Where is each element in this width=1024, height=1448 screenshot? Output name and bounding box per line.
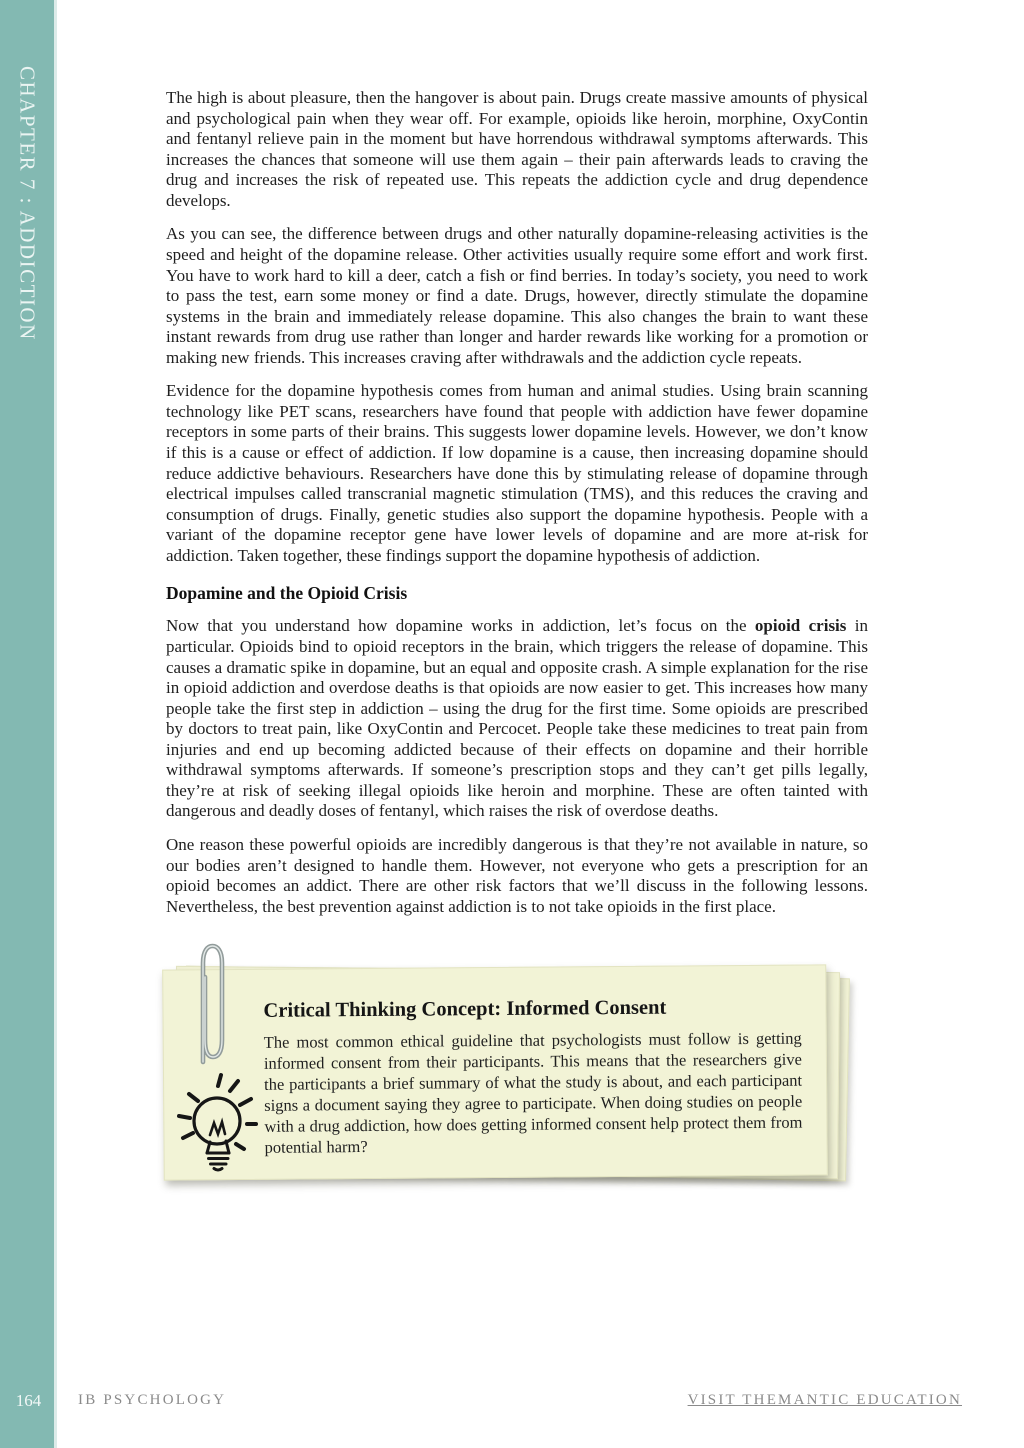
page-content [166, 88, 868, 1199]
page-number: 164 [15, 1391, 42, 1410]
body-paragraph-4: Now that you understand how dopamine works in addiction, let’s focus on the opioid crisis in particular. Opioids bind to opioid receptors in the brain, which triggers the release of dopamine. This causes a dramatic spike in dopamine, but an equal and opposite crash. A simple explanation for the rise in opioid addiction and overdose deaths is that opioids are now easier to get. This increases how many people take the first step in addiction – using the drug for the first time. Some opioids are prescribed by doctors to treat pain, like OxyContin and Percocet. People take these medicines to treat pain from injuries and end up becoming addicted because of their effects on dopamine and their horrible withdrawal symptoms afterwards. If someone’s prescription stops and they can’t get pills legally, they’re at risk of seeking illegal opioids like heroin and morphine. These are often tainted with dangerous and deadly doses of fentanyl, which raises the risk of overdose deaths. [166, 616, 868, 821]
callout-paper-main [162, 965, 828, 1181]
paperclip-icon [190, 941, 232, 1069]
chapter-sidebar [0, 0, 57, 1448]
section-heading: Dopamine and the Opioid Crisis [166, 583, 408, 604]
body-paragraph-2: As you can see, the difference between drugs and other naturally dopamine-releasing activities is the speed and height of the dopamine release. Other activities usually require some effort and work first. You have to work hard to kill a deer, catch a fish or find berries. In today’s society, you need to work to pass the test, earn some money or find a date. Drugs, however, directly stimulate the dopamine systems in the brain and immediately release dopamine. This also changes the brain to want these instant rewards from drug use rather than longer and harder rewards like working for a promotion or making new friends. This increases craving after withdrawals and the addiction cycle repeats. [166, 224, 868, 367]
lightbulb-icon [174, 1067, 262, 1175]
callout-body: The most common ethical guideline that psychologists must follow is getting informed consent from their participants. This means that the researchers give the participants a brief summary of what the study is about, and each participant signs a document saying they agree to participate. When doing studies on people with a drug addiction, how does getting informed consent help protect them from potential harm? [263, 1028, 803, 1157]
callout-title: Critical Thinking Concept: Informed Consent [263, 996, 667, 1023]
chapter-title-vertical: CHAPTER 7 : ADDICTION [15, 66, 40, 341]
body-paragraph-5: One reason these powerful opioids are incredibly dangerous is that they’re not available in nature, so our bodies aren’t designed to handle them. However, not everyone who gets a prescription for an opioid becomes an addict. There are other risk factors that we’ll discuss in the following lessons. Nevertheless, the best prevention against addiction is to not take opioids in the first place. [166, 835, 868, 916]
footer-book-title: IB PSYCHOLOGY [78, 1392, 227, 1408]
body-paragraph-1: The high is about pleasure, then the hangover is about pain. Drugs create massive amounts of physical and psychological pain when they wear off. For example, opioids like heroin, morphine, OxyContin and fentanyl relieve pain in the moment but have horrendous withdrawal symptoms afterwards. This increases the chances that someone will use them again – their pain afterwards leads to craving the drug and increases the risk of repeated use. This repeats the addiction cycle and drug dependence develops. [166, 88, 868, 210]
footer-publisher-link[interactable]: VISIT THEMANTIC EDUCATION [687, 1392, 962, 1408]
critical-thinking-callout [166, 967, 868, 1199]
body-paragraph-3: Evidence for the dopamine hypothesis comes from human and animal studies. Using brain scanning technology like PET scans, researchers have found that people with addiction have fewer dopamine receptors in some parts of their brains. This suggests lower dopamine levels. However, we don’t know if this is a cause or effect of addiction. If low dopamine is a cause, then increasing dopamine should reduce addictive behaviours. Researchers have done this by stimulating release of dopamine through electrical impulses called transcranial magnetic stimulation (TMS), and this reduces the craving and consumption of drugs. Finally, genetic studies also support the dopamine hypothesis. People with a variant of the dopamine receptor gene have lower levels of dopamine and are more at-risk for addiction. Taken together, these findings support the dopamine hypothesis of addiction. [166, 381, 868, 565]
